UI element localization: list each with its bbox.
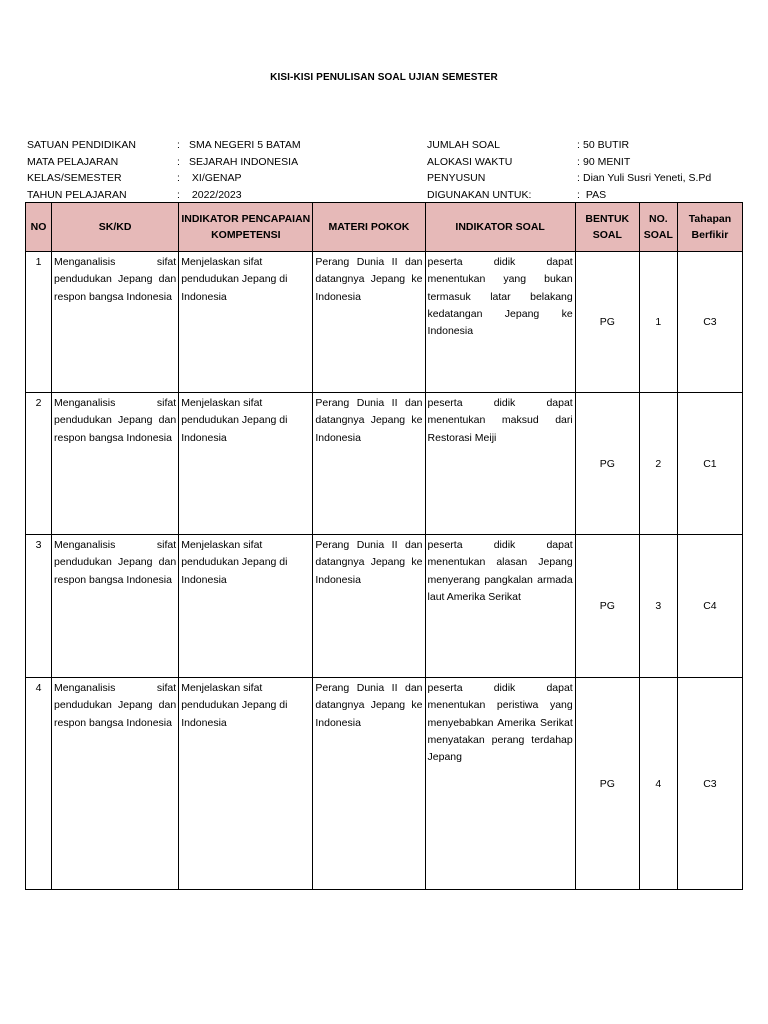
cell-tahapan-berfikir: C3 <box>677 678 742 890</box>
table-row <box>26 393 743 535</box>
cell-indikator-kompetensi: Menjelaskan sifat pendudukan Jepang di Indonesia <box>179 393 313 535</box>
info-block-right <box>427 137 711 203</box>
cell-materi-pokok: Perang Dunia II dan datangnya Jepang ke Indonesia <box>313 678 425 890</box>
info-separator: : <box>177 172 180 184</box>
info-value: SMA NEGERI 5 BATAM <box>189 139 301 151</box>
info-value: 2022/2023 <box>189 188 242 201</box>
info-label: SATUAN PENDIDIKAN <box>27 139 136 151</box>
cell-indikator-kompetensi: Menjelaskan sifat pendudukan Jepang di Indonesia <box>179 252 313 393</box>
table-header-row <box>26 203 743 252</box>
cell-indikator-soal: peserta didik dapat menentukan yang bukan termasuk latar belakang kedatangan Jepang ke Indonesia <box>425 252 575 393</box>
info-value: Dian Yuli Susri Yeneti, S.Pd <box>583 172 712 184</box>
info-label: ALOKASI WAKTU <box>427 155 513 168</box>
table-row <box>26 535 743 678</box>
info-label: DIGUNAKAN UNTUK: <box>427 188 532 201</box>
cell-indikator-soal: peserta didik dapat menentukan peristiwa yang menyebabkan Amerika Serikat menyatakan perang terdahap Jepang <box>425 678 575 890</box>
cell-no-soal: 1 <box>639 252 677 393</box>
info-row-jumlah <box>427 137 711 154</box>
info-separator: : <box>577 172 580 184</box>
cell-no: 1 <box>26 252 52 393</box>
cell-bentuk-soal: PG <box>575 393 639 535</box>
header-no-soal: NO. SOAL <box>639 203 677 252</box>
cell-bentuk-soal: PG <box>575 678 639 890</box>
cell-tahapan-berfikir: C4 <box>677 535 742 678</box>
info-row-penyusun <box>427 170 711 187</box>
info-row-tahun <box>27 187 301 204</box>
info-value: 50 BUTIR <box>583 139 630 151</box>
header-bentuk-soal: BENTUK SOAL <box>575 203 639 252</box>
cell-skkd: Menganalisis sifat pendudukan Jepang dan respon bangsa Indonesia <box>52 393 179 535</box>
info-label: TAHUN PELAJARAN <box>27 188 127 201</box>
cell-bentuk-soal: PG <box>575 252 639 393</box>
cell-skkd: Menganalisis sifat pendudukan Jepang dan respon bangsa Indonesia <box>52 678 179 890</box>
cell-no-soal: 4 <box>639 678 677 890</box>
table-row <box>26 678 743 890</box>
cell-materi-pokok: Perang Dunia II dan datangnya Jepang ke Indonesia <box>313 535 425 678</box>
info-row-mapel <box>27 154 301 171</box>
info-separator: : <box>577 139 580 151</box>
info-separator: : <box>177 139 180 151</box>
info-block-left <box>27 137 301 203</box>
info-separator: : <box>177 155 180 168</box>
cell-indikator-soal: peserta didik dapat menentukan alasan Jepang menyerang pangkalan armada laut Amerika Serikat <box>425 535 575 678</box>
cell-materi-pokok: Perang Dunia II dan datangnya Jepang ke Indonesia <box>313 393 425 535</box>
cell-tahapan-berfikir: C1 <box>677 393 742 535</box>
document-title: KISI-KISI PENULISAN SOAL UJIAN SEMESTER <box>270 72 498 83</box>
cell-no: 4 <box>26 678 52 890</box>
cell-skkd: Menganalisis sifat pendudukan Jepang dan respon bangsa Indonesia <box>52 252 179 393</box>
info-row-alokasi <box>427 154 711 171</box>
info-label: JUMLAH SOAL <box>427 139 500 151</box>
cell-tahapan-berfikir: C3 <box>677 252 742 393</box>
cell-no-soal: 3 <box>639 535 677 678</box>
cell-indikator-kompetensi: Menjelaskan sifat pendudukan Jepang di Indonesia <box>179 678 313 890</box>
table-row <box>26 252 743 393</box>
kisi-kisi-table <box>25 202 743 890</box>
info-row-satuan <box>27 137 301 154</box>
info-value: PAS <box>583 188 607 201</box>
header-materi-pokok: MATERI POKOK <box>313 203 425 252</box>
cell-indikator-soal: peserta didik dapat menentukan maksud dari Restorasi Meiji <box>425 393 575 535</box>
cell-bentuk-soal: PG <box>575 535 639 678</box>
header-tahapan-berfikir: Tahapan Berfikir <box>677 203 742 252</box>
info-value: 90 MENIT <box>583 155 631 168</box>
header-indikator-soal: INDIKATOR SOAL <box>425 203 575 252</box>
header-no: NO <box>26 203 52 252</box>
info-value: XI/GENAP <box>189 172 242 184</box>
header-skkd: SK/KD <box>52 203 179 252</box>
info-row-kelas <box>27 170 301 187</box>
cell-materi-pokok: Perang Dunia II dan datangnya Jepang ke Indonesia <box>313 252 425 393</box>
info-separator: : <box>577 155 580 168</box>
cell-skkd: Menganalisis sifat pendudukan Jepang dan respon bangsa Indonesia <box>52 535 179 678</box>
cell-no: 2 <box>26 393 52 535</box>
info-label: MATA PELAJARAN <box>27 155 119 168</box>
info-row-digunakan <box>427 187 711 204</box>
info-label: PENYUSUN <box>427 172 486 184</box>
info-separator: : <box>577 188 580 201</box>
info-label: KELAS/SEMESTER <box>27 172 122 184</box>
info-separator: : <box>177 188 180 201</box>
info-value: SEJARAH INDONESIA <box>189 155 299 168</box>
cell-no: 3 <box>26 535 52 678</box>
header-indikator-kompetensi: INDIKATOR PENCAPAIAN KOMPETENSI <box>179 203 313 252</box>
cell-indikator-kompetensi: Menjelaskan sifat pendudukan Jepang di Indonesia <box>179 535 313 678</box>
cell-no-soal: 2 <box>639 393 677 535</box>
